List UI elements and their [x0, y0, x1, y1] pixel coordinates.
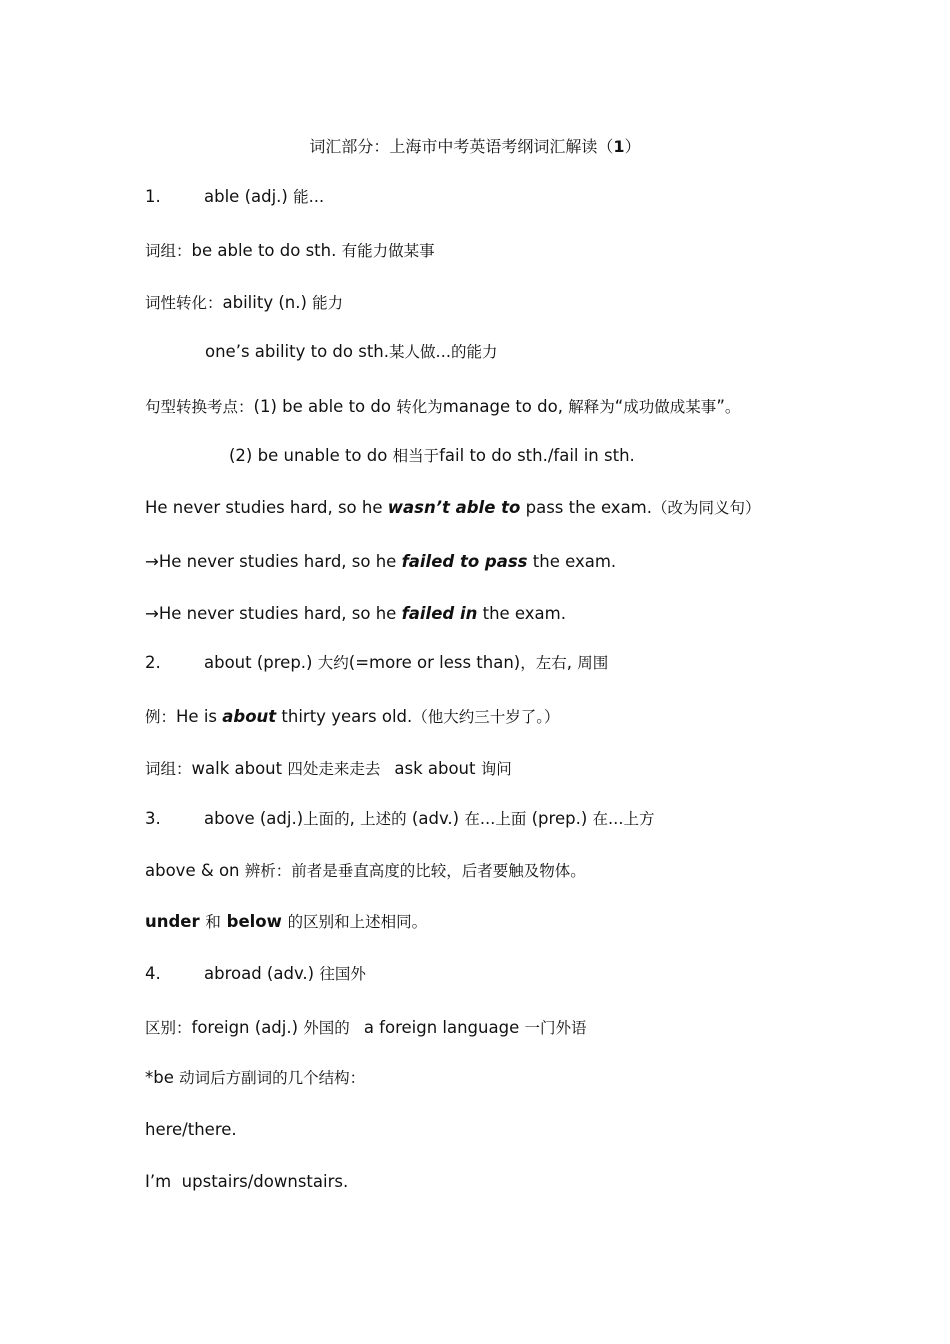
- sentence-text: pass the exam.: [520, 498, 653, 517]
- quote-close: ”: [716, 397, 725, 416]
- english-text: ability (n.): [222, 293, 313, 312]
- english-text: be able to do sth.: [191, 241, 342, 260]
- entry-number: 4.: [145, 964, 161, 983]
- chinese-text: 的区别和上述相同。: [287, 913, 428, 931]
- entry-number: 1.: [145, 187, 161, 206]
- chinese-text: 转化为: [396, 398, 443, 416]
- translation-text: （他大约三十岁了。）: [412, 708, 560, 726]
- comma: ,: [566, 653, 578, 672]
- distinction-above-on: [145, 860, 586, 882]
- label: 词组：: [145, 760, 192, 778]
- chinese-text: 四处走来走去: [287, 760, 381, 778]
- sentence-text: He never studies hard, so he: [145, 498, 388, 517]
- title-number: 1: [613, 137, 625, 156]
- phrase-about: [145, 758, 512, 780]
- transform-point-1: [145, 396, 740, 418]
- chinese-text: 能力: [312, 294, 344, 312]
- emphasis-text: about: [222, 707, 277, 726]
- chinese-text: 询问: [480, 760, 512, 778]
- entry-number: 3.: [145, 809, 161, 828]
- sentence-text: He is: [176, 707, 223, 726]
- entry-able: [145, 186, 324, 208]
- document-title: [0, 136, 950, 158]
- chinese-text: 在…上方: [592, 810, 655, 828]
- chinese-text: 上面的: [303, 810, 350, 828]
- entry-above: [145, 808, 655, 830]
- label: 例：: [145, 708, 177, 726]
- chinese-text: 外国的: [303, 1019, 350, 1037]
- english-text: foreign (adj.): [191, 1018, 304, 1037]
- english-text: I’m upstairs/downstairs.: [145, 1172, 349, 1191]
- entry-about: [145, 652, 608, 674]
- distinction-foreign: [145, 1017, 587, 1039]
- chinese-text: 动词后方副词的几个结构：: [179, 1069, 366, 1087]
- chinese-text: 解释为: [568, 398, 615, 416]
- label: 区别：: [145, 1019, 192, 1037]
- entry-word: able (adj.): [204, 187, 294, 206]
- label: 句型转换考点：: [145, 398, 254, 416]
- english-text: (adv.): [406, 809, 465, 828]
- instruction-text: （改为同义句）: [652, 499, 761, 517]
- emphasis-text: wasn’t able to: [387, 498, 521, 517]
- entry-number: 2.: [145, 653, 161, 672]
- sentence-text: the exam.: [477, 604, 566, 623]
- emphasis-text: failed to pass: [401, 552, 528, 571]
- structure-example-1: [145, 1119, 237, 1141]
- chinese-text: 某人做…的能力: [389, 343, 498, 361]
- english-text: a foreign language: [363, 1018, 525, 1037]
- example-sentence-2: [145, 551, 616, 573]
- english-text: fail to do sth./fail in sth.: [439, 446, 635, 465]
- sentence-text: the exam.: [527, 552, 617, 571]
- quote-open: “: [614, 397, 624, 416]
- entry-word: abroad (adv.): [204, 964, 320, 983]
- word-form-line: [145, 292, 343, 314]
- sentence-text: →He never studies hard, so he: [145, 552, 402, 571]
- english-text: manage to do,: [442, 397, 569, 416]
- chinese-text: 周围: [577, 654, 609, 672]
- distinction-under-below: [145, 911, 427, 933]
- emphasis-text: failed in: [401, 604, 478, 623]
- english-text: above & on: [145, 861, 245, 880]
- english-text: (1) be able to do: [253, 397, 397, 416]
- entry-meaning: 能…: [293, 188, 325, 206]
- english-text: walk about: [191, 759, 288, 778]
- be-structure-note: [145, 1067, 365, 1089]
- bold-word: below: [220, 912, 288, 931]
- english-text: (prep.): [526, 809, 593, 828]
- comma: ,: [349, 809, 361, 828]
- chinese-text: ，左右: [520, 654, 567, 672]
- english-text: above (adj.): [204, 809, 304, 828]
- chinese-text: 在…上面: [464, 810, 527, 828]
- phrase-line: [145, 240, 435, 262]
- entry-meaning: 往国外: [319, 965, 366, 983]
- sentence-text: thirty years old.: [276, 707, 413, 726]
- entry-abroad: [145, 963, 366, 985]
- english-text: ask about: [394, 759, 481, 778]
- title-text: 词汇部分：上海市中考英语考纲词汇解读（: [309, 137, 614, 156]
- chinese-text: 辨析：前者是垂直高度的比较，后者要触及物体。: [244, 862, 586, 880]
- word-form-example: [205, 341, 498, 363]
- entry-word: about (prep.): [204, 653, 318, 672]
- example-sentence-1: [145, 497, 761, 519]
- english-text: (=more or less than): [348, 653, 521, 672]
- chinese-text: 一门外语: [524, 1019, 587, 1037]
- bold-word: under: [145, 912, 206, 931]
- example-sentence-3: [145, 603, 566, 625]
- english-text: one’s ability to do sth.: [205, 342, 389, 361]
- english-text: here/there.: [145, 1120, 237, 1139]
- title-end: ）: [624, 137, 641, 156]
- chinese-text: 上述的: [360, 810, 407, 828]
- english-text: (2) be unable to do: [229, 446, 393, 465]
- chinese-text: 相当于: [392, 447, 440, 465]
- chinese-text: 成功做成某事: [623, 398, 717, 416]
- example-about: [145, 706, 560, 728]
- structure-example-2: [145, 1171, 348, 1193]
- chinese-text: 和: [205, 913, 221, 931]
- sentence-text: →He never studies hard, so he: [145, 604, 402, 623]
- chinese-text: 大约: [317, 654, 349, 672]
- chinese-text: 有能力做某事: [341, 242, 435, 260]
- label: 词组：: [145, 242, 192, 260]
- transform-point-2: [229, 445, 635, 467]
- period: 。: [724, 398, 741, 416]
- label: 词性转化：: [145, 294, 223, 312]
- english-text: *be: [145, 1068, 180, 1087]
